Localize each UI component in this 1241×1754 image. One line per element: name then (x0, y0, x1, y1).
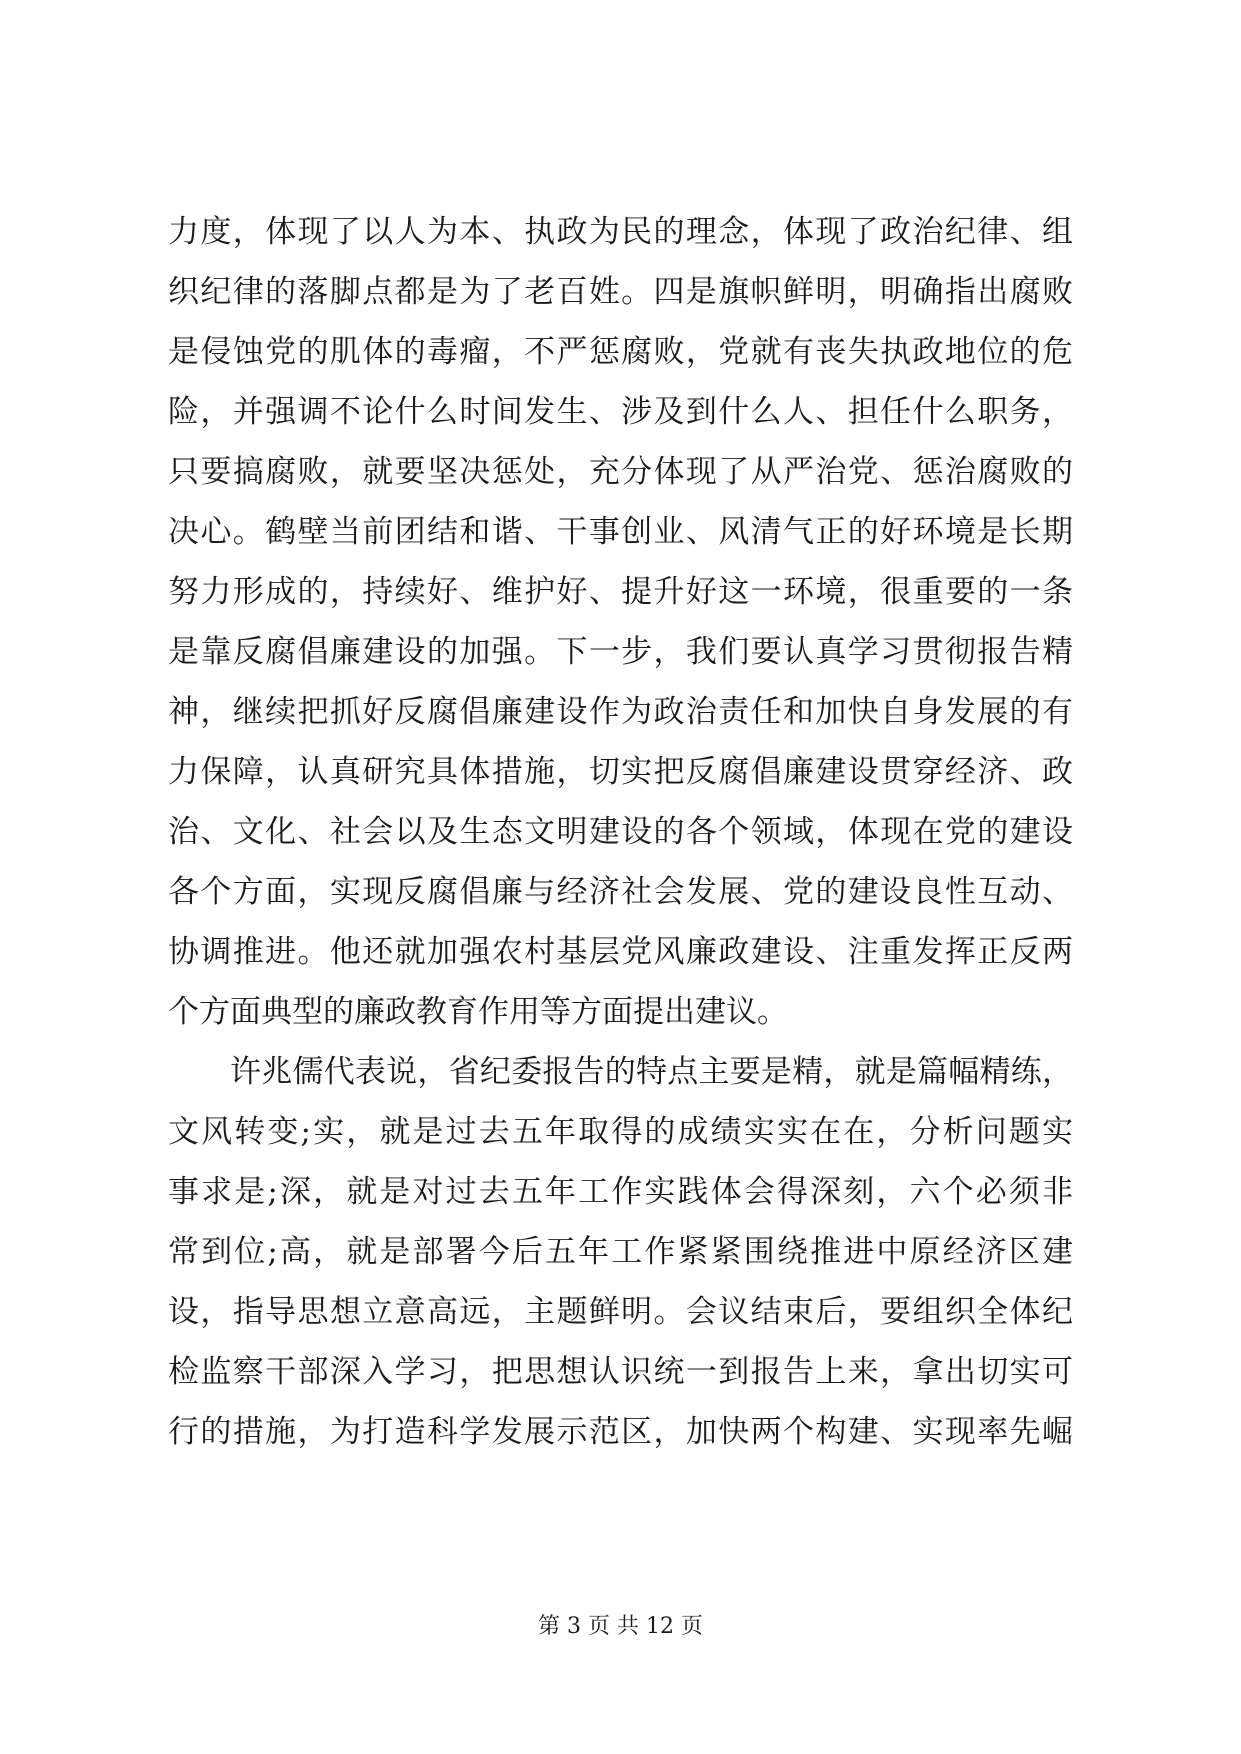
text-line: 努力形成的，持续好、维护好、提升好这一环境，很重要的一条 (168, 574, 1073, 610)
text-line: 神，继续把抓好反腐倡廉建设作为政治责任和加快自身发展的有 (168, 694, 1073, 730)
text-line: 个方面典型的廉政教育作用等方面提出建议。 (168, 994, 788, 1030)
text-line: 织纪律的落脚点都是为了老百姓。四是旗帜鲜明，明确指出腐败 (168, 274, 1073, 310)
text-line: 设，指导思想立意高远，主题鲜明。会议结束后，要组织全体纪 (168, 1294, 1073, 1330)
text-line: 常到位;高，就是部署今后五年工作紧紧围绕推进中原经济区建 (168, 1234, 1073, 1270)
text-line: 力保障，认真研究具体措施，切实把反腐倡廉建设贯穿经济、政 (168, 754, 1073, 790)
text-line: 文风转变;实，就是过去五年取得的成绩实实在在，分析问题实 (168, 1114, 1073, 1150)
text-line: 事求是;深，就是对过去五年工作实践体会得深刻，六个必须非 (168, 1174, 1073, 1210)
text-line: 是侵蚀党的肌体的毒瘤，不严惩腐败，党就有丧失执政地位的危 (168, 334, 1073, 370)
paragraph-first-line: 许兆儒代表说，省纪委报告的特点主要是精，就是篇幅精练， (230, 1054, 1073, 1090)
page-number-footer: 第 3 页 共 12 页 (538, 1614, 703, 1639)
text-line: 各个方面，实现反腐倡廉与经济社会发展、党的建设良性互动、 (168, 874, 1073, 910)
text-line: 是靠反腐倡廉建设的加强。下一步，我们要认真学习贯彻报告精 (168, 634, 1073, 670)
text-line: 险，并强调不论什么时间发生、涉及到什么人、担任什么职务， (168, 394, 1073, 430)
text-line: 协调推进。他还就加强农村基层党风廉政建设、注重发挥正反两 (168, 934, 1073, 970)
text-line: 行的措施，为打造科学发展示范区，加快两个构建、实现率先崛 (168, 1414, 1073, 1450)
text-line: 力度，体现了以人为本、执政为民的理念，体现了政治纪律、组 (168, 214, 1073, 250)
text-line: 检监察干部深入学习，把思想认识统一到报告上来，拿出切实可 (168, 1354, 1073, 1390)
text-line: 治、文化、社会以及生态文明建设的各个领域，体现在党的建设 (168, 814, 1073, 850)
text-line: 只要搞腐败，就要坚决惩处，充分体现了从严治党、惩治腐败的 (168, 454, 1073, 490)
text-line: 决心。鹤壁当前团结和谐、干事创业、风清气正的好环境是长期 (168, 514, 1073, 550)
